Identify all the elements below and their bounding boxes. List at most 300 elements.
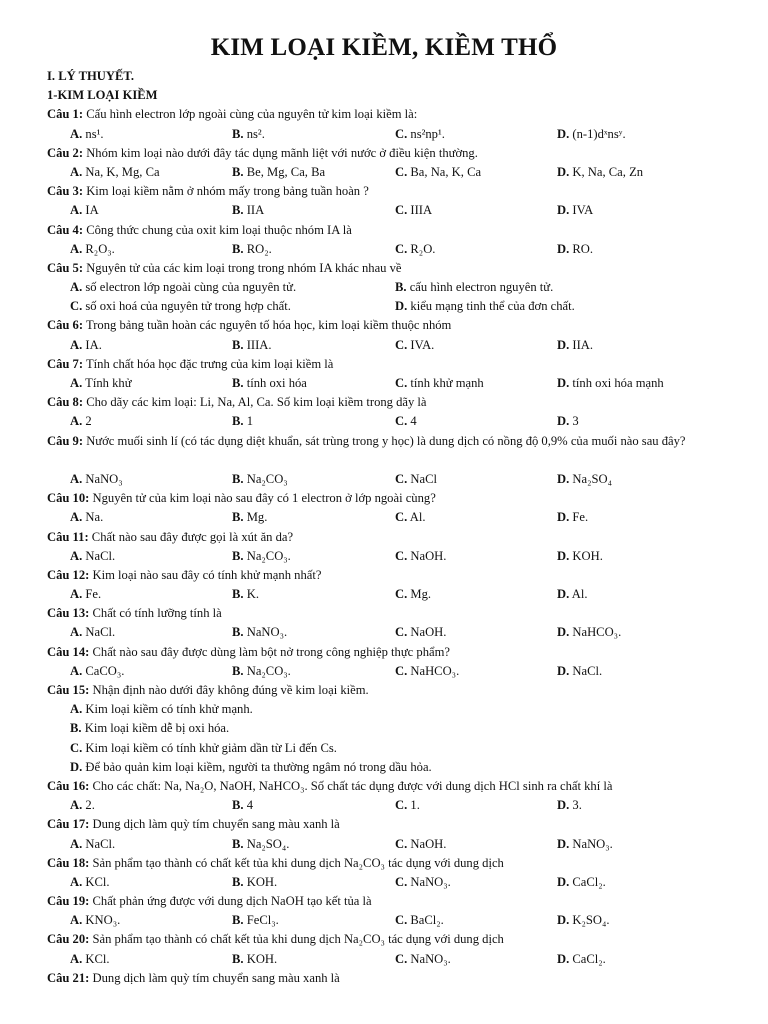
question-text: Chất nào sau đây được gọi là xút ăn da? [91,529,294,544]
option-letter: B. [232,798,244,813]
option-text: IIIA. [246,337,272,352]
answer-option [557,240,593,259]
question-text: Trong bảng tuần hoàn các nguyên tố hóa học, kim loại kiềm thuộc nhóm [85,318,452,333]
question-stem [47,393,728,412]
question-label: Câu 16: [47,778,90,793]
option-text: CaCl₂. [572,874,606,889]
option-text: K₂SO₄. [572,913,610,928]
option-letter: C. [395,951,408,966]
option-letter: B. [70,721,82,736]
option-text: NaOH. [410,625,447,640]
option-letter: D. [557,663,570,678]
answer-option [557,163,643,182]
answer-option [232,950,277,969]
answer-option [232,623,287,642]
answer-row [47,950,728,969]
option-letter: B. [232,663,244,678]
option-text: K. [246,587,259,602]
option-letter: C. [395,164,408,179]
option-letter: A. [70,471,83,486]
answer-row [47,297,728,316]
answer-option [232,336,272,355]
option-text: KNO₃. [85,913,121,928]
answer-option [232,911,279,930]
option-letter: C. [395,510,408,525]
question-label: Câu 19: [47,894,90,909]
answer-option [70,911,120,930]
option-letter: D. [557,798,570,813]
option-letter: B. [232,376,244,390]
option-text: Kim loại kiềm có tính khử giảm dần từ Li đến Cs. [85,740,337,755]
question-label: Câu 1: [47,107,84,122]
option-text: Na₂SO₄. [246,836,290,851]
option-letter: A. [70,874,83,889]
answer-row [47,336,728,355]
option-text: tính khử mạnh [410,376,484,390]
option-text: NaNO₃. [572,836,613,851]
answer-option [557,835,613,854]
option-letter: A. [70,913,83,928]
option-text: 4 [410,414,417,429]
option-text: Mg. [246,510,268,525]
option-text: Kim loại kiềm có tính khử mạnh. [85,702,253,717]
question-label: Câu 11: [47,529,89,544]
option-text: Fe. [85,587,102,602]
option-letter: C. [70,299,83,314]
answer-option [395,125,445,144]
question-text: Công thức chung của oxit kim loại thuộc nhóm IA là [86,222,352,237]
option-letter: A. [70,663,83,678]
question-label: Câu 15: [47,683,90,698]
option-text: Be, Mg, Ca, Ba [246,164,326,179]
answer-row [47,585,728,604]
option-text: KOH. [572,548,603,563]
option-text: NaCl [410,471,437,486]
answer-option [557,950,606,969]
answer-option [70,336,102,355]
answer-option [232,508,267,527]
option-letter: D. [557,510,570,525]
option-letter: B. [232,414,244,429]
option-text: R₂O₃. [85,241,115,256]
question-stem [47,681,728,700]
option-text: IVA [572,203,594,218]
answer-option [557,911,610,930]
option-text: Al. [409,510,426,525]
answer-option [395,911,444,930]
question-stem [47,528,728,547]
option-letter: B. [232,587,244,602]
question-text: Dung dịch làm quỳ tím chuyển sang màu xanh là [92,970,340,985]
option-letter: D. [557,376,570,390]
question-stem [47,969,728,988]
answer-row [47,911,728,930]
option-text: K, Na, Ca, Zn [572,164,644,179]
answer-option [557,412,579,431]
answer-option [70,796,95,815]
option-letter: A. [70,280,83,295]
question-label: Câu 3: [47,184,84,199]
option-letter: B. [232,874,244,889]
option-text: IIA [246,203,265,218]
option-letter: B. [232,126,244,141]
option-letter: C. [395,414,408,429]
question-label: Câu 20: [47,932,90,947]
answer-option [232,796,253,815]
option-text: NaCl. [85,625,116,640]
option-letter: B. [232,836,244,851]
option-text: số electron lớp ngoài cùng của nguyên tử. [85,280,297,295]
option-text: 1 [246,414,254,429]
question-label: Câu 4: [47,222,84,237]
answer-option [395,470,437,489]
answer-option [70,297,291,316]
option-letter: B. [232,337,244,352]
option-text: ns². [246,126,265,141]
answer-row [47,278,728,297]
answer-option [557,336,593,355]
answer-option [395,547,446,566]
question-label: Câu 2: [47,145,84,160]
answer-option [232,412,253,431]
answer-row [47,201,728,220]
option-text: 4 [246,798,254,813]
answer-row [47,412,728,431]
option-letter: B. [232,913,244,928]
answer-option [232,201,264,220]
option-text: số oxi hoá của nguyên tử trong hợp chất. [85,299,291,314]
option-letter: B. [232,203,244,218]
question-label: Câu 13: [47,606,90,621]
option-letter: C. [395,471,408,486]
option-letter: A. [70,164,83,179]
answer-row [47,240,728,259]
option-text: IVA. [410,337,435,352]
option-text: NaNO₃. [410,874,451,889]
answer-option [395,336,434,355]
answer-row [47,374,728,393]
question-label: Câu 14: [47,644,90,659]
option-letter: B. [232,471,244,486]
question-text: Chất có tính lưỡng tính là [92,606,222,621]
option-text: CaCO₃. [85,663,125,678]
answer-option [70,508,103,527]
answer-option [557,873,606,892]
answer-option [395,796,420,815]
answer-option [232,585,259,604]
answer-option [395,297,575,316]
option-text: (n-1)dˣnsʸ. [572,126,626,141]
answer-option [70,278,296,297]
section-heading: I. LÝ THUYẾT. [47,69,135,83]
option-letter: C. [395,663,408,678]
question-stem [47,604,728,623]
option-text: IA [85,203,99,218]
answer-option [232,470,288,489]
answer-option [557,547,603,566]
answer-row [47,125,728,144]
answer-option [47,758,728,777]
option-text: ns²np¹. [410,126,445,141]
question-stem [47,316,728,335]
answer-option [557,585,587,604]
option-text: Kim loại kiềm dễ bị oxi hóa. [84,721,230,736]
answer-option [232,835,289,854]
answer-option [47,700,728,719]
answer-option [395,662,459,681]
option-text: RO. [572,241,594,256]
option-letter: D. [557,625,570,640]
answer-option [232,374,307,393]
option-text: NaHCO₃. [410,663,460,678]
option-letter: C. [395,203,408,218]
question-text: Nhận định nào dưới đây không đúng về kim loại kiềm. [92,683,369,698]
option-text: NaCl. [85,836,116,851]
question-stem [47,105,728,124]
option-letter: B. [232,625,244,640]
option-letter: D. [70,759,83,774]
option-letter: C. [395,376,408,390]
question-label: Câu 21: [47,970,90,985]
document-body [47,67,728,988]
option-text: 1. [410,798,420,813]
option-text: R₂O. [410,241,436,256]
option-text: KCl. [85,951,110,966]
option-letter: B. [232,164,244,179]
answer-option [232,163,325,182]
answer-option [70,873,110,892]
answer-option [70,201,99,220]
answer-option [47,739,728,758]
answer-option [557,662,602,681]
option-text: 2 [85,414,92,429]
question-text: Nguyên tử của kim loại nào sau đây có 1 electron ở lớp ngoài cùng? [92,491,436,506]
answer-row [47,873,728,892]
question-stem [47,259,728,278]
option-text: NaCl. [85,548,116,563]
option-text: Na₂CO₃ [246,471,288,486]
answer-option [557,796,582,815]
option-text: NaCl. [572,663,603,678]
option-letter: C. [395,241,408,256]
option-letter: C. [395,836,408,851]
answer-option [557,374,664,393]
question-label: Câu 10: [47,491,90,506]
option-text: NaHCO₃. [572,625,622,640]
answer-option [557,623,621,642]
option-letter: C. [395,798,408,813]
option-letter: A. [70,126,83,141]
option-text: CaCl₂. [572,951,606,966]
answer-option [70,125,104,144]
option-text: Ba, Na, K, Ca [410,164,482,179]
question-stem [47,566,728,585]
option-letter: C. [395,913,408,928]
question-text: Cấu hình electron lớp ngoài cùng của nguyên tử kim loại kiềm là: [86,107,418,122]
question-stem [47,221,728,240]
option-letter: C. [395,548,408,563]
answer-row [47,796,728,815]
answer-option [395,278,553,297]
answer-option [70,470,123,489]
option-text: 3 [572,414,579,429]
option-letter: D. [557,913,570,928]
option-text: Na₂SO₄ [572,471,612,486]
answer-option [395,950,451,969]
option-letter: D. [557,241,570,256]
option-text: 3. [572,798,582,813]
option-text: tính oxi hóa mạnh [572,376,664,390]
option-letter: A. [70,241,83,256]
option-text: KCl. [85,874,110,889]
question-text: Nhóm kim loại nào dưới đây tác dụng mãnh liệt với nước ở điều kiện thường. [86,145,478,160]
option-text: 2. [85,798,95,813]
option-letter: A. [70,798,83,813]
question-stem [47,182,728,201]
question-text: Nguyên tử của các kim loại trong trong nhóm IA khác nhau về [86,260,402,275]
option-letter: A. [70,337,83,352]
option-text: FeCl₃. [246,913,279,928]
option-text: NaNO₃. [246,625,288,640]
answer-option [70,835,115,854]
option-letter: D. [557,587,570,602]
answer-option [557,125,626,144]
option-text: IIIA [410,203,433,218]
answer-option [70,623,115,642]
answer-option [70,374,132,393]
option-letter: D. [557,471,570,486]
option-letter: C. [395,337,408,352]
option-letter: C. [395,126,408,141]
option-letter: B. [232,951,244,966]
option-text: cấu hình electron nguyên tử. [409,280,554,295]
question-label: Câu 17: [47,817,90,832]
option-text: kiểu mạng tinh thể của đơn chất. [410,299,575,314]
option-letter: A. [70,625,83,640]
option-letter: D. [557,951,570,966]
question-stem [47,930,728,949]
option-letter: A. [70,203,83,218]
question-text: Nước muối sinh lí (có tác dụng diệt khuẩn, sát trùng trong y học) là dung dịch có nồng độ 0,9% của muối nào sau đây? [86,433,686,448]
question-label: Câu 6: [47,318,84,333]
question-stem [47,432,728,470]
answer-row [47,508,728,527]
option-letter: B. [395,280,407,295]
option-letter: A. [70,702,83,717]
answer-option [70,662,124,681]
question-text: Chất nào sau đây được dùng làm bột nở trong công nghiệp thực phẩm? [92,644,450,659]
option-letter: A. [70,376,83,390]
option-text: Na. [85,510,104,525]
answer-row [47,662,728,681]
option-text: KOH. [246,951,278,966]
option-text: tính oxi hóa [246,376,307,390]
question-text: Kim loại nào sau đây có tính khử mạnh nhất? [92,567,322,582]
option-letter: D. [557,874,570,889]
option-letter: B. [232,548,244,563]
option-text: NaNO₃. [410,951,451,966]
answer-option [395,873,451,892]
option-letter: D. [557,337,570,352]
answer-option [557,470,612,489]
question-stem [47,854,728,873]
option-text: NaOH. [410,548,447,563]
option-text: KOH. [246,874,278,889]
question-text: Cho các chất: Na, Na₂O, NaOH, NaHCO₃. Số chất tác dụng được với dung dịch HCl sinh ra chất khí là [92,778,613,793]
option-letter: C. [395,587,408,602]
answer-option [395,201,432,220]
question-text: Dung dịch làm quỳ tím chuyển sang màu xanh là [92,817,340,832]
option-letter: A. [70,414,83,429]
answer-option [395,374,484,393]
answer-option [395,412,417,431]
question-stem [47,489,728,508]
answer-option [395,508,425,527]
option-text: NaNO₃ [85,471,123,486]
question-stem [47,815,728,834]
answer-option [232,240,272,259]
answer-option [232,873,277,892]
answer-option [70,240,115,259]
answer-option [395,240,435,259]
option-letter: D. [557,414,570,429]
answer-row [47,163,728,182]
answer-option [232,125,265,144]
question-text: Chất phản ứng được với dung dịch NaOH tạo kết tủa là [92,894,372,909]
option-letter: D. [395,299,408,314]
option-text: Fe. [572,510,589,525]
question-list [47,105,728,988]
option-letter: C. [395,625,408,640]
option-letter: A. [70,836,83,851]
option-text: Mg. [410,587,432,602]
option-text: Al. [571,587,588,602]
option-text: BaCl₂. [410,913,444,928]
question-label: Câu 18: [47,855,90,870]
question-label: Câu 12: [47,567,90,582]
option-letter: D. [557,548,570,563]
question-stem [47,643,728,662]
option-letter: C. [395,874,408,889]
answer-option [395,163,481,182]
option-letter: B. [232,510,244,525]
answer-option [395,835,446,854]
answer-option [70,547,115,566]
answer-option [232,662,291,681]
question-stem [47,144,728,163]
question-text: Kim loại kiềm nằm ở nhóm mấy trong bảng tuần hoàn ? [86,184,369,199]
question-label: Câu 7: [47,356,84,371]
answer-row [47,623,728,642]
answer-option [395,585,431,604]
answer-option [70,412,92,431]
answer-option [70,163,160,182]
answer-option [70,950,110,969]
subsection-heading: 1-KIM LOẠI KIỀM [47,88,158,103]
option-letter: A. [70,587,83,602]
answer-row [47,547,728,566]
option-letter: D. [557,164,570,179]
question-label: Câu 5: [47,260,84,275]
option-letter: B. [232,241,244,256]
option-letter: A. [70,510,83,525]
answer-option [395,623,446,642]
option-text: Tính khử [85,376,132,390]
option-letter: D. [557,836,570,851]
option-text: IA. [85,337,102,352]
answer-row [47,470,728,489]
answer-row [47,835,728,854]
